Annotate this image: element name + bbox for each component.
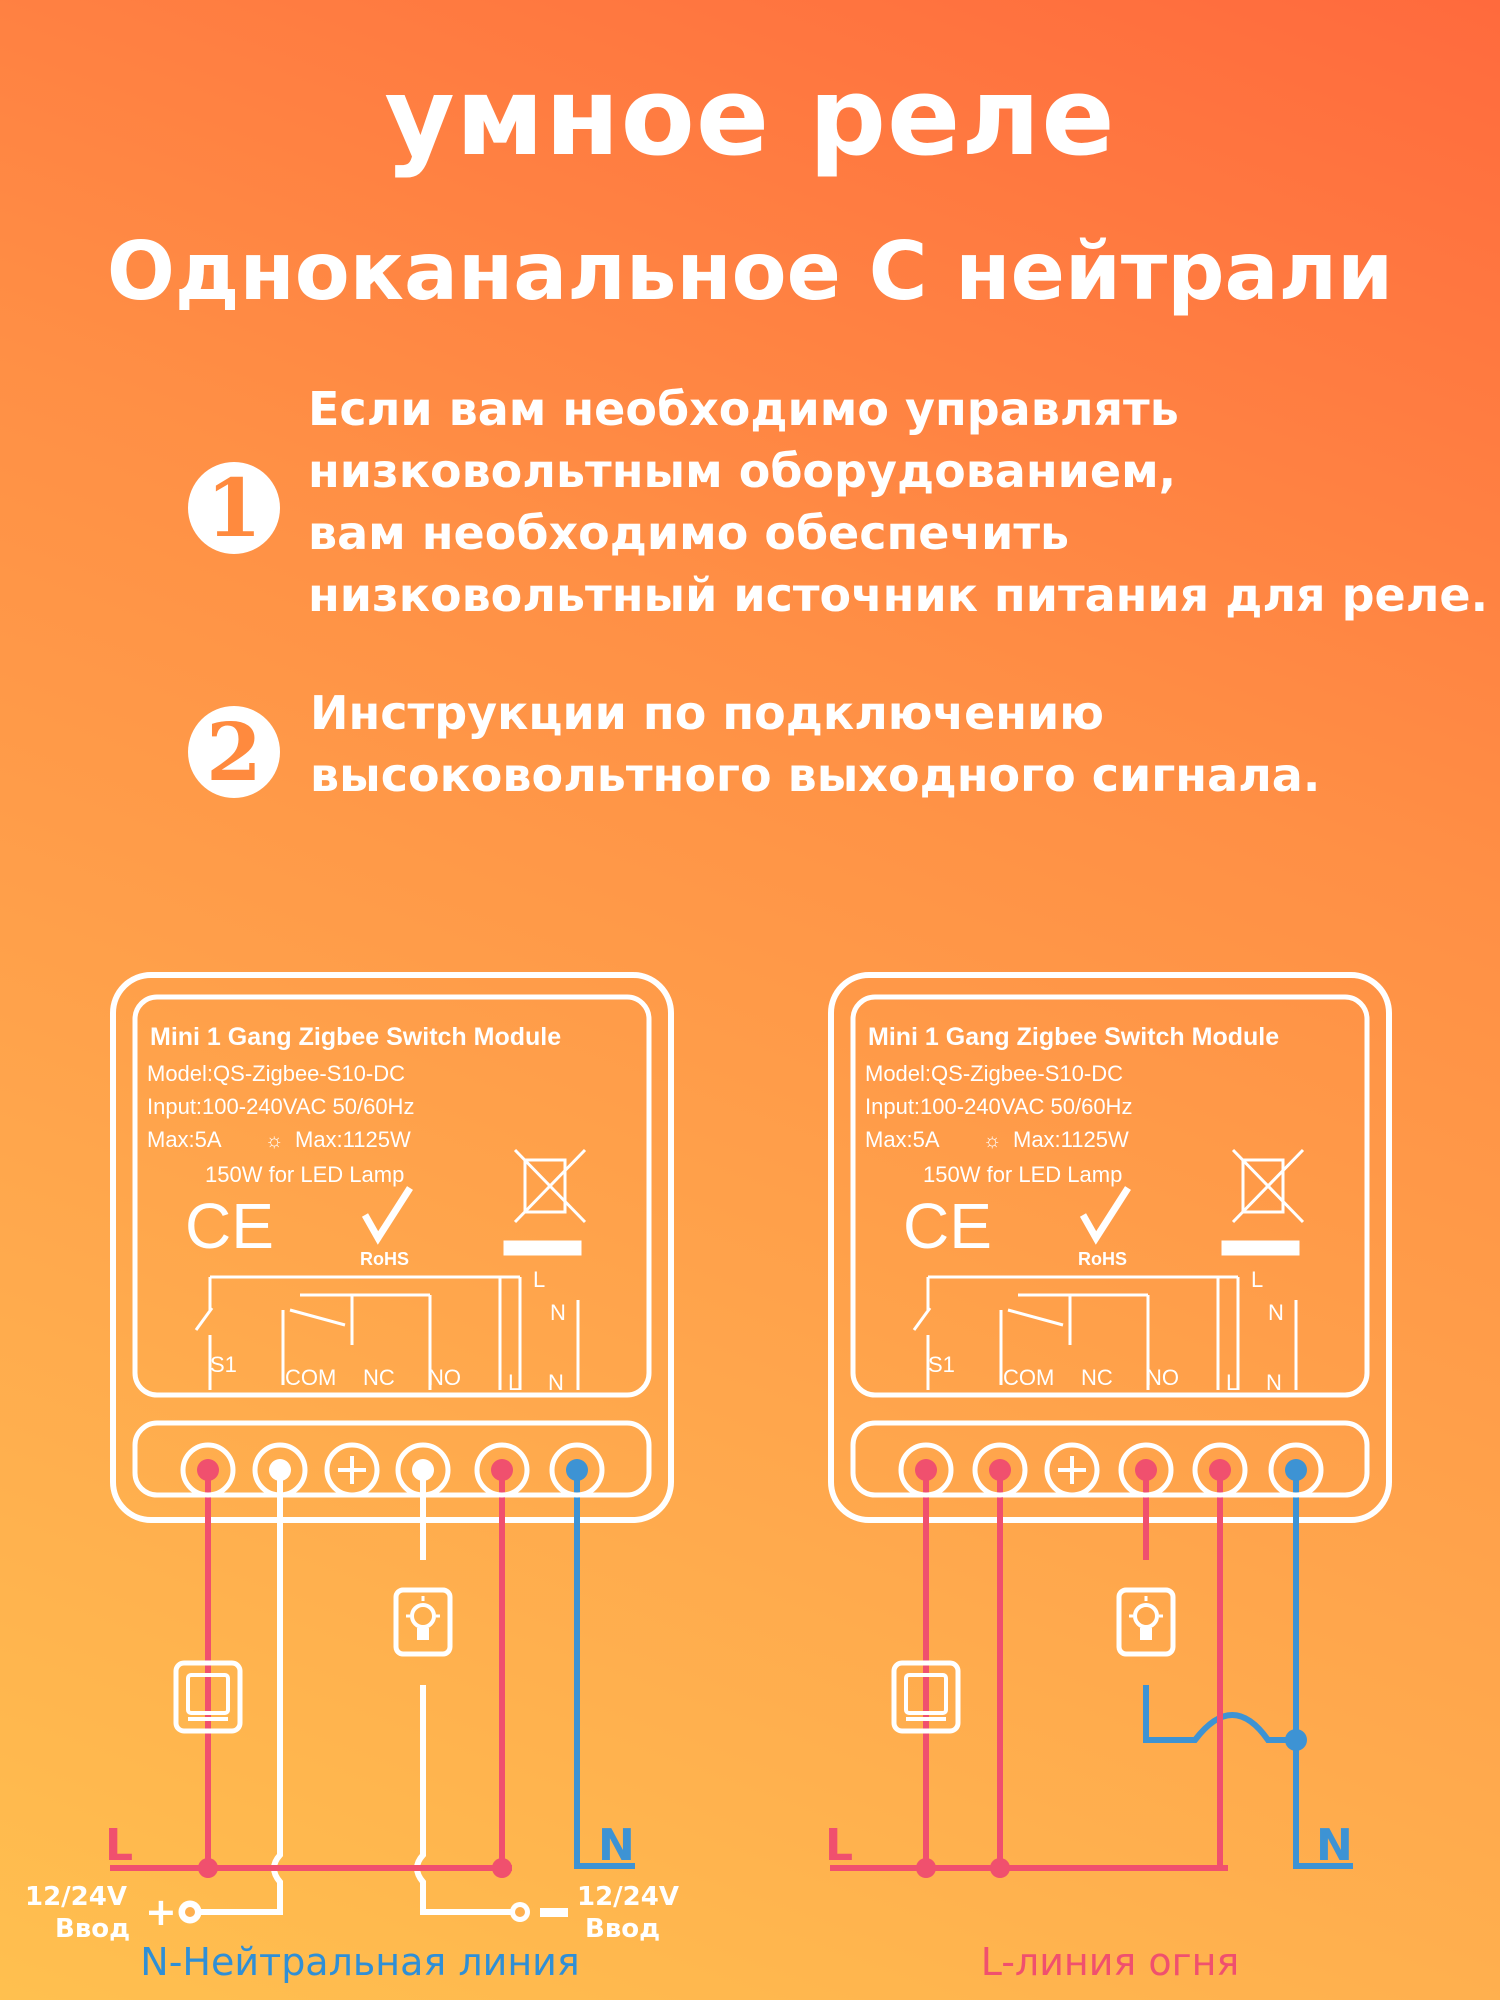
- dc-input-label-minus: 12/24V: [577, 1882, 679, 1912]
- weee-bin-icon: [1223, 1150, 1303, 1254]
- module-name: Mini 1 Gang Zigbee Switch Module: [150, 1023, 562, 1051]
- right-wiring: [830, 1470, 1353, 1868]
- lamp-bulb-icon: [396, 1590, 450, 1654]
- module-input: Input:100-240VAC 50/60Hz: [865, 1094, 1133, 1119]
- minus-sign-icon: [540, 1908, 568, 1917]
- step-1-line: Если вам необходимо управлять: [308, 382, 1179, 436]
- terminal-label: N: [1268, 1300, 1284, 1325]
- dc-input-sub-plus: Ввод: [55, 1914, 131, 1944]
- lamp-bulb-icon: [1119, 1590, 1173, 1654]
- step-2-line: Инструкции по подключению: [310, 686, 1104, 740]
- module-input: Input:100-240VAC 50/60Hz: [147, 1094, 415, 1119]
- step-1-line: низковольтным оборудованием,: [308, 444, 1177, 498]
- terminal-label: NC: [363, 1365, 395, 1390]
- ce-mark-icon: CE: [903, 1190, 992, 1262]
- dc-input-sub-minus: Ввод: [585, 1914, 661, 1944]
- step-1-line: вам необходимо обеспечить: [308, 506, 1070, 560]
- page-title: умное реле: [384, 55, 1116, 180]
- terminal-label: N: [550, 1300, 566, 1325]
- ce-mark-icon: CE: [185, 1190, 274, 1262]
- terminal-label: L: [1251, 1267, 1264, 1292]
- left-neutral-label: N: [598, 1820, 635, 1871]
- page-subtitle: Одноканальное С нейтрали: [106, 225, 1394, 318]
- module-model: Model:QS-Zigbee-S10-DC: [147, 1061, 405, 1086]
- terminal-label: S1: [928, 1352, 955, 1377]
- module-model: Model:QS-Zigbee-S10-DC: [865, 1061, 1123, 1086]
- left-module: [113, 975, 671, 1520]
- module-max-power: Max:1125W: [295, 1127, 411, 1152]
- terminal-label: N: [548, 1370, 564, 1395]
- weee-bin-icon: [505, 1150, 585, 1254]
- lamp-icon: ☼: [265, 1130, 284, 1152]
- module-max-current: Max:5A: [147, 1127, 222, 1152]
- step-2-badge: 2: [188, 706, 280, 798]
- module-led-note: 150W for LED Lamp: [205, 1162, 405, 1187]
- terminal-label: S1: [210, 1352, 237, 1377]
- terminal-label: L: [508, 1370, 521, 1395]
- step-2-line: высоковольтного выходного сигнала.: [310, 748, 1321, 802]
- module-name: Mini 1 Gang Zigbee Switch Module: [868, 1023, 1280, 1051]
- step-1-line: низковольтный источник питания для реле.: [308, 568, 1489, 622]
- terminal-label: COM: [285, 1365, 337, 1390]
- left-line-label: L: [105, 1820, 134, 1871]
- terminal-label: NO: [1146, 1365, 1179, 1390]
- right-line-label: L: [825, 1820, 854, 1871]
- right-neutral-label: N: [1316, 1820, 1353, 1871]
- caption-live: L-линия огня: [980, 1940, 1240, 1984]
- module-max-current: Max:5A: [865, 1127, 940, 1152]
- lamp-icon: ☼: [983, 1130, 1002, 1152]
- step-1-badge: 1: [188, 462, 280, 554]
- terminal-label: COM: [1003, 1365, 1055, 1390]
- terminal-label: L: [1226, 1370, 1239, 1395]
- right-module: [831, 975, 1389, 1520]
- caption-neutral: N-Нейтральная линия: [140, 1940, 580, 1984]
- module-max-power: Max:1125W: [1013, 1127, 1129, 1152]
- rohs-icon: RoHS: [1078, 1249, 1127, 1269]
- terminal-label: NC: [1081, 1365, 1113, 1390]
- module-led-note: 150W for LED Lamp: [923, 1162, 1123, 1187]
- dc-input-label-plus: 12/24V: [25, 1882, 127, 1912]
- rohs-icon: RoHS: [360, 1249, 409, 1269]
- rohs-check-icon: [1083, 1188, 1128, 1238]
- terminal-label: N: [1266, 1370, 1282, 1395]
- rohs-check-icon: [365, 1188, 410, 1238]
- plus-sign: +: [145, 1890, 177, 1934]
- terminal-label: NO: [428, 1365, 461, 1390]
- terminal-label: L: [533, 1267, 546, 1292]
